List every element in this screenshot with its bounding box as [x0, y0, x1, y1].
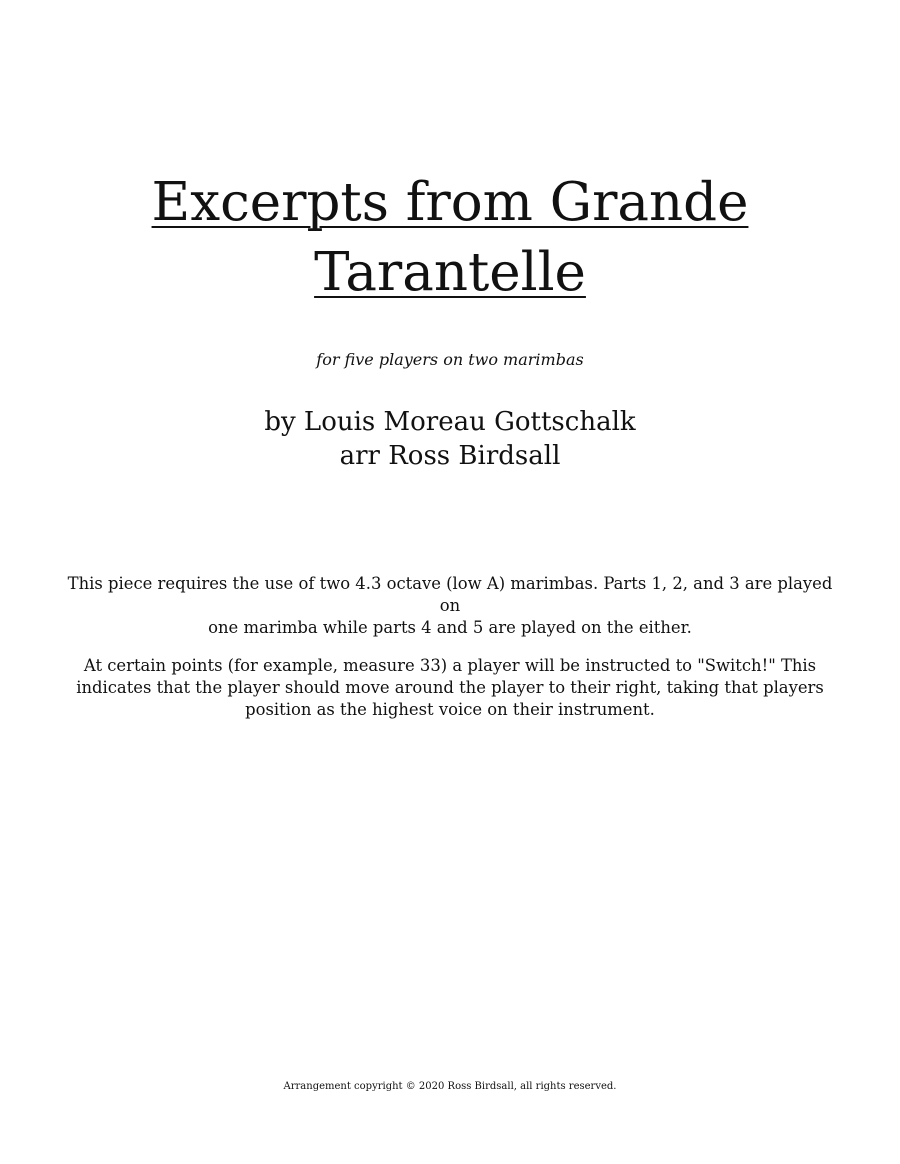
performance-notes — [55, 573, 845, 737]
notes-p1-line-1: This piece requires the use of two 4.3 octave (low A) marimbas. Parts 1, 2, and 3 are played on — [67, 574, 833, 615]
notes-p2-line-3: position as the highest voice on their instrument. — [245, 700, 655, 719]
notes-paragraph-2 — [55, 655, 845, 721]
instrumentation-subtitle: for five players on two marimbas — [316, 350, 584, 369]
credits-block — [0, 405, 900, 473]
notes-p2-line-2: indicates that the player should move around the player to their right, taking that players — [76, 678, 824, 697]
page-title — [0, 168, 900, 308]
notes-paragraph-1 — [55, 573, 845, 639]
title-line-1: Excerpts from Grande — [151, 172, 749, 233]
composer-credit: by Louis Moreau Gottschalk — [264, 407, 636, 437]
arranger-credit: arr Ross Birdsall — [339, 441, 561, 471]
notes-p1-line-2: one marimba while parts 4 and 5 are played on the either. — [208, 618, 692, 637]
copyright-notice: Arrangement copyright © 2020 Ross Birdsall, all rights reserved. — [283, 1081, 617, 1092]
notes-p2-line-1: At certain points (for example, measure 33) a player will be instructed to "Switch!" This — [83, 656, 817, 675]
title-line-2: Tarantelle — [314, 242, 586, 303]
